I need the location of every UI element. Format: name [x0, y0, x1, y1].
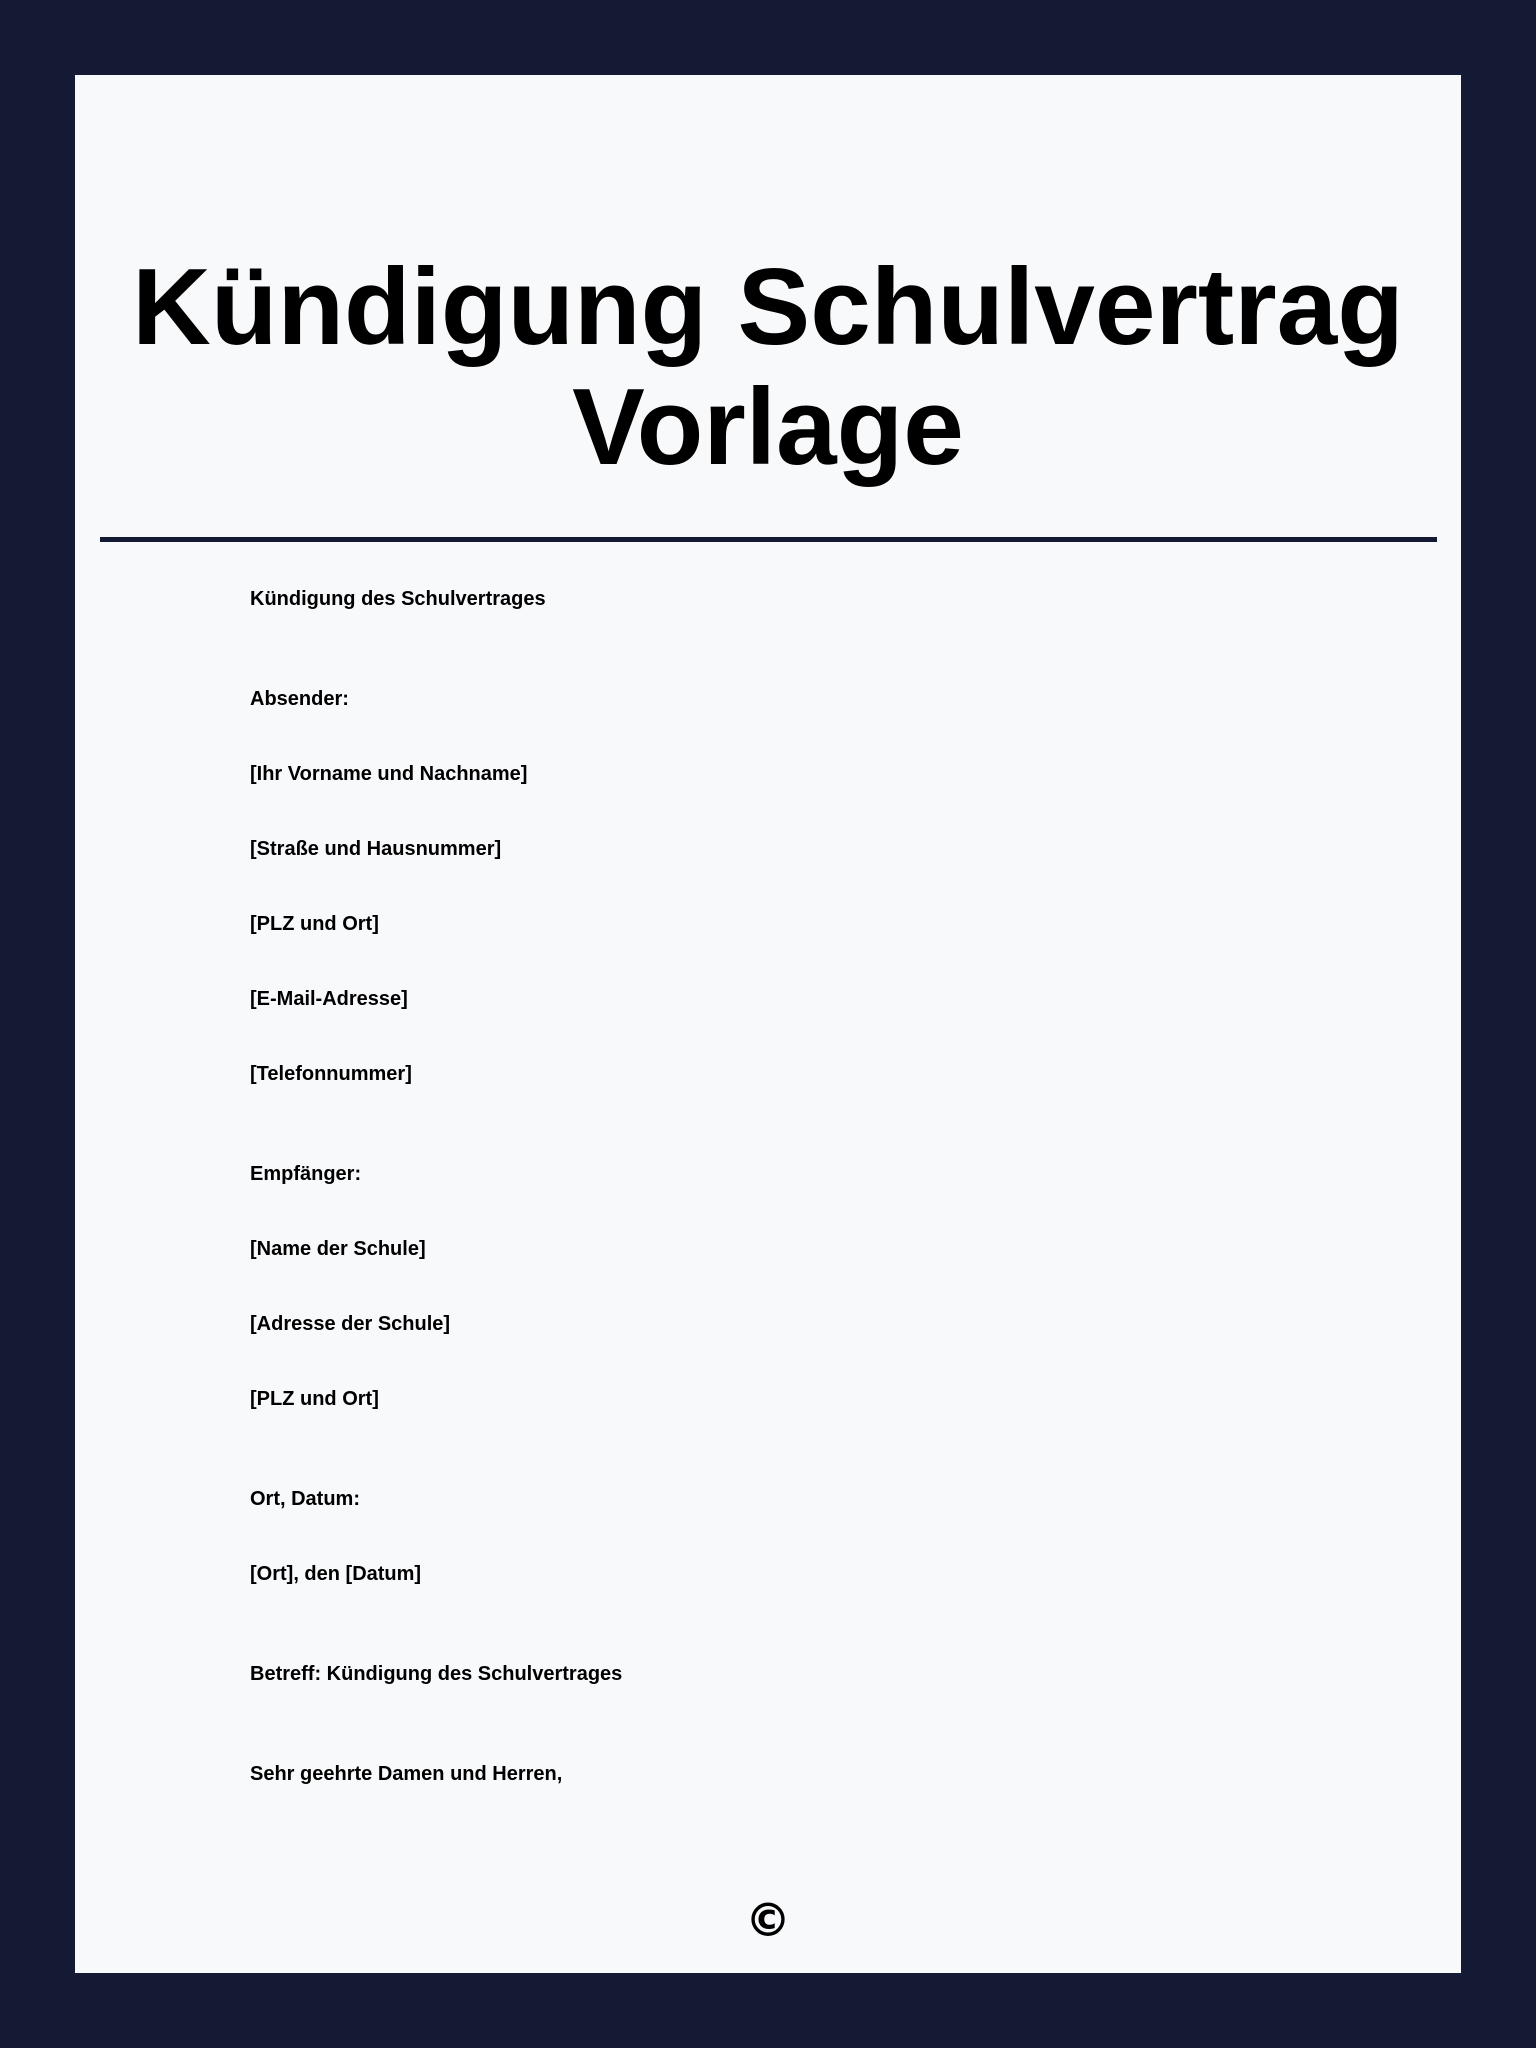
title-line-2: Vorlage — [572, 366, 964, 488]
subject-line: Betreff: Kündigung des Schulvertrages — [250, 1663, 623, 1685]
sender-city: [PLZ und Ort] — [250, 913, 379, 935]
place-date-value: [Ort], den [Datum] — [250, 1563, 422, 1585]
sender-label: Absender: — [250, 688, 349, 710]
sender-name: [Ihr Vorname und Nachname] — [250, 763, 528, 785]
place-date-label: Ort, Datum: — [250, 1488, 360, 1510]
sender-phone: [Telefonnummer] — [250, 1063, 412, 1085]
sender-street: [Straße und Hausnummer] — [250, 838, 502, 860]
salutation: Sehr geehrte Damen und Herren, — [250, 1763, 563, 1785]
recipient-label: Empfänger: — [250, 1163, 362, 1185]
recipient-school-name: [Name der Schule] — [250, 1238, 426, 1260]
sender-email: [E-Mail-Adresse] — [250, 988, 408, 1010]
recipient-school-address: [Adresse der Schule] — [250, 1313, 451, 1335]
letter-heading: Kündigung des Schulvertrages — [250, 588, 546, 610]
document-page — [75, 75, 1461, 1973]
recipient-city: [PLZ und Ort] — [250, 1388, 379, 1410]
document-title — [75, 247, 1461, 487]
copyright-icon: © — [745, 1893, 791, 1947]
title-line-1: Kündigung Schulvertrag — [132, 246, 1404, 368]
title-divider — [100, 537, 1437, 542]
